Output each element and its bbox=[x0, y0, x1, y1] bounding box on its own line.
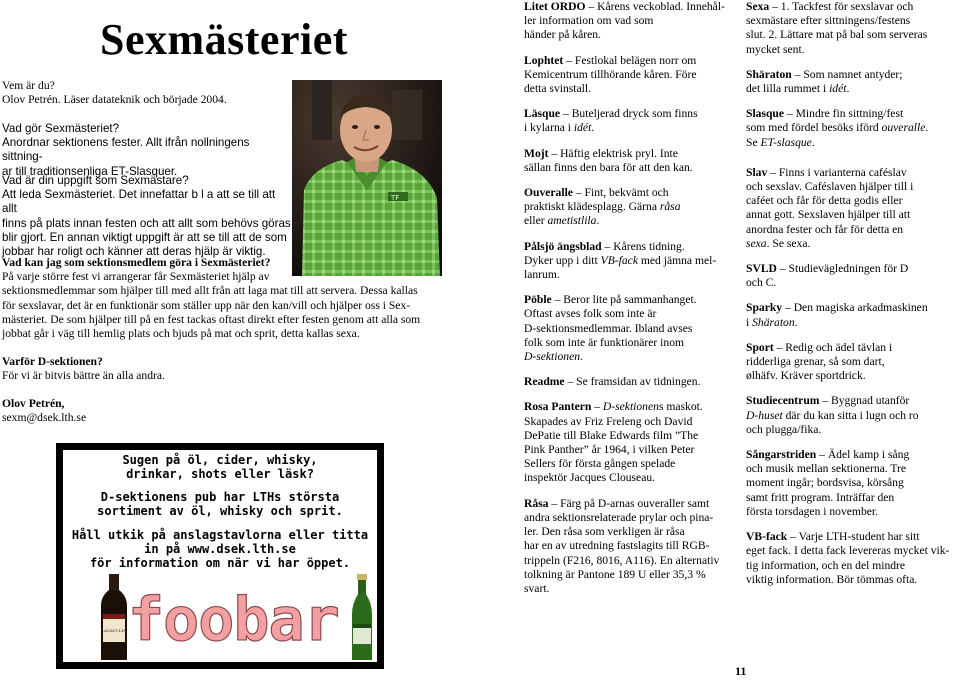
entry-sangarstriden: Sångarstriden – Ädel kamp i sång och musik mellan sektionerna. Tre moment ingår; bordsvisa, körsång samt fritt program. Inträffar den första torsdagen i november. bbox=[746, 448, 910, 518]
answer-task-3: blir gjort. En annan viktigt uppgift är att se till att de som bbox=[2, 230, 287, 244]
entry-rosa-pantern: Rosa Pantern – D-sektionens maskot. Skapades av Friz Freleng och David DePatie till Blake Edwards film ”The Pink Panther” år 1964, i vilken Peter Sellers för första gången spelade inspektör Jacques Clouseau. bbox=[524, 400, 703, 485]
shirt-badge: TF bbox=[391, 194, 400, 202]
signature bbox=[2, 397, 292, 425]
answer-member-2: sektionsmedlemmar som hjälper till med allt från att laga mat till att servera. Dessa kallas bbox=[2, 284, 418, 298]
answer-member-4: mästeriet. De som hjälper till på en fest tackas oftast direkt efter festen genom att alla som bbox=[2, 312, 421, 326]
beer-bottle-icon bbox=[349, 574, 375, 662]
glossary-col-2 bbox=[746, 0, 958, 598]
entry-sexa: Sexa – 1. Tackfest för sexslavar och sexmästare efter sittningens/festens slut. 2. Lättare mat på bal som serveras mycket sent. bbox=[746, 0, 928, 56]
entry-sharaton: Shäraton – Som namnet antyder; det lilla rummet i idét. bbox=[746, 67, 903, 96]
answer-task-4: jobbar har roligt och känner att deras hjälp är viktig. bbox=[2, 245, 266, 259]
ad-line-4: sortiment av öl, whisky och sprit. bbox=[97, 504, 343, 518]
entry-readme: Readme – Se framsidan av tidningen. bbox=[524, 375, 701, 389]
answer-what-2: ar till traditionsenliga ET-Slasquer. bbox=[2, 164, 178, 178]
answer-why: För vi är bitvis bättre än alla andra. bbox=[2, 369, 165, 383]
ad-line-5: Håll utkik på anslagstavlorna eller titta bbox=[71, 528, 369, 542]
foobar-ad-inner bbox=[63, 450, 377, 662]
glossary-col-1 bbox=[524, 0, 736, 607]
entry-litet-ordo: Litet ORDO – Kårens veckoblad. Innehål- ler information om vad som händer på kåren. bbox=[524, 0, 725, 42]
foobar-logo: foobar bbox=[128, 585, 339, 655]
signature-name: Olov Petrén, bbox=[2, 397, 65, 410]
interview-block-5 bbox=[2, 355, 292, 383]
question-who: Vem är du? bbox=[2, 79, 55, 92]
entry-lophtet: Lophtet – Festlokal belägen norr om Kemicentrum tillhörande kåren. Före detta svinstall. bbox=[524, 53, 697, 96]
entry-studiecentrum: Studiecentrum – Byggnad utanför D-huset där du kan sitta i lugn och ro och plugga/fika. bbox=[746, 394, 919, 436]
answer-member-1: På varje större fest vi arrangerar får Sexmästeriet hjälp av bbox=[2, 270, 270, 284]
answer-task-2: finns på plats innan festen och att allt som behövs göras bbox=[2, 216, 291, 230]
entry-rasa: Råsa – Färg på D-arnas ouveraller samt andra sektionsrelaterade prylar och pina- ler. Den råsa som verkligen är råsa har en av utredning fastslagits till RGB- trippeln (F216, 8016, A116). En alternativ tolkning är Pantone 189 U eller 35,3 % svart. bbox=[524, 496, 720, 595]
entry-ouveralle: Ouveralle – Fint, bekvämt och praktiskt klädesplagg. Gärna råsa eller ametistlila. bbox=[524, 186, 681, 228]
answer-member-5: jobbat går i väg till hemlig plats och bjuds på mat och sprit, detta kallas sexa. bbox=[2, 327, 360, 341]
entry-palsjo-angsblad: Pålsjö ängsblad – Kårens tidning. Dyker upp i ditt VB-fack med jämna mel- lanrum. bbox=[524, 239, 717, 282]
entry-slasque: Slasque – Mindre fin sittning/fest som med fördel besöks iförd ouveralle. Se ET-slasque. bbox=[746, 107, 929, 149]
signature-email[interactable]: sexm@dsek.lth.se bbox=[2, 411, 87, 425]
interview-block-3 bbox=[2, 174, 292, 259]
interview-top bbox=[2, 79, 292, 107]
answer-task-1: Att leda Sexmästeriet. Det innefattar b l a att se till att allt bbox=[2, 188, 276, 216]
page-number: 11 bbox=[735, 664, 747, 678]
ad-line-6[interactable]: in på www.dsek.lth.se bbox=[144, 542, 296, 556]
portrait-illustration bbox=[292, 80, 442, 276]
entry-lasque: Läsque – Buteljerad dryck som finns i kylarna i idét. bbox=[524, 107, 698, 135]
whisky-bottle-icon bbox=[97, 574, 131, 662]
interview-block-2 bbox=[2, 122, 292, 179]
question-task: Vad är din uppgift som Sexmästare? bbox=[2, 174, 189, 187]
answer-who: Olov Petrén. Läser datateknik och började 2004. bbox=[2, 93, 227, 107]
question-why: Varför D-sektionen? bbox=[2, 355, 103, 368]
page-title: Sexmästeriet bbox=[100, 15, 348, 64]
entry-poble: Pöble – Beror lite på sammanhanget. Oftast avses folk som inte är D-sektionsmedlemmar. Ibland avses folk som inte är funktionärer inom D-sektionen. bbox=[524, 293, 697, 364]
entry-mojt: Mojt – Häftig elektrisk pryl. Inte sällan finns den bara för att den kan. bbox=[524, 146, 693, 174]
question-what: Vad gör Sexmästeriet? bbox=[2, 122, 120, 135]
answer-what-1: Anordnar sektionens fester. Allt ifrån nollningens sittning- bbox=[2, 136, 250, 164]
portrait-photo bbox=[292, 80, 442, 276]
question-member: Vad kan jag som sektionsmedlem göra i Sexmästeriet? bbox=[2, 256, 271, 269]
entry-sport: Sport – Redig och ädel tävlan i ridderliga grenar, så som dart, ølhäfv. Kräver sportdrick. bbox=[746, 340, 893, 383]
ad-line-3: D-sektionens pub har LTHs största bbox=[100, 490, 340, 504]
ad-line-2: drinkar, shots eller läsk? bbox=[126, 467, 314, 481]
entry-svld: SVLD – Studievägledningen för D och C. bbox=[746, 262, 909, 290]
ad-line-7: för information om när vi har öppet. bbox=[89, 556, 351, 570]
bottle-label: LAGAVULIN bbox=[101, 628, 127, 633]
entry-vb-fack: VB-fack – Varje LTH-student har sitt eget fack. I detta fack levereras mycket vik- tig information, och en del mindre viktig information. Bör tömmas ofta. bbox=[746, 530, 950, 586]
answer-member-3: för sexslavar, det är en funktionär som ställer upp när den kan/vill och hjälper oss i Sex- bbox=[2, 298, 411, 312]
entry-slav: Slav – Finns i varianterna caféslav och sexslav. Caféslaven hjälper till i caféet och får för detta godis eller annat gott. Sexslaven hjälper till att anordna fester och får för detta en sexa. Se sexa. bbox=[746, 165, 914, 250]
ad-line-1: Sugen på öl, cider, whisky, bbox=[122, 453, 318, 467]
entry-sparky: Sparky – Den magiska arkadmaskinen i Shäraton. bbox=[746, 301, 928, 329]
foobar-ad bbox=[56, 443, 384, 669]
